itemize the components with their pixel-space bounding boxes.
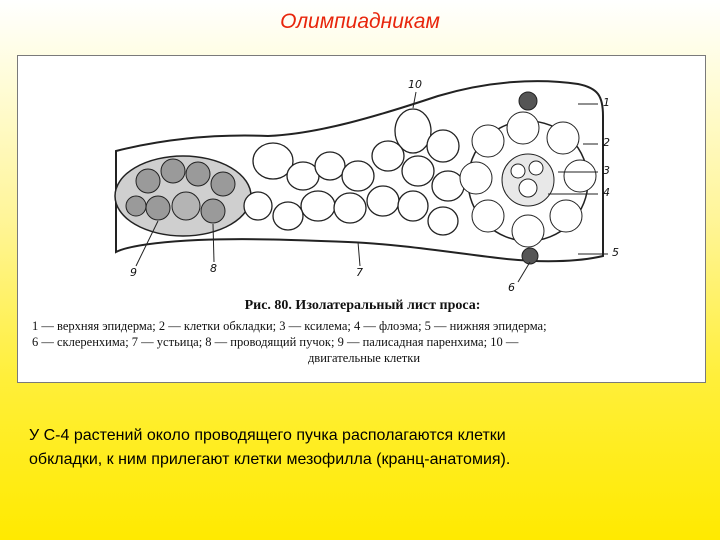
label-2: 2 [603, 136, 610, 149]
label-9: 9 [130, 266, 137, 279]
label-10: 10 [408, 78, 422, 91]
figure-legend-line: 6 — склеренхима; 7 — устьица; 8 — проводящий пучок; 9 — палисадная паренхима; 10 — [32, 335, 519, 349]
palisade-parenchyma-region [115, 156, 251, 236]
slide-caption [29, 424, 669, 472]
figure-legend [32, 318, 696, 366]
slide-title: Олимпиадникам [280, 10, 440, 33]
caption-line: обкладки, к ним прилегают клетки мезофилла (кранц-анатомия). [29, 451, 511, 468]
figure-title: Рис. 80. Изолатеральный лист проса: [244, 298, 481, 313]
label-3: 3 [603, 164, 610, 177]
label-7: 7 [356, 266, 363, 279]
figure-legend-line: двигательные клетки [307, 351, 421, 365]
caption-line: У С-4 растений около проводящего пучка располагаются клетки [29, 427, 506, 444]
label-4: 4 [603, 186, 610, 199]
label-1: 1 [603, 96, 610, 109]
figure-legend-line: 1 — верхняя эпидерма; 2 — клетки обкладки; 3 — ксилема; 4 — флоэма; 5 — нижняя эпидерма; [32, 319, 547, 333]
label-5: 5 [612, 246, 619, 259]
label-6: 6 [508, 281, 515, 294]
figure-frame [17, 55, 706, 383]
label-8: 8 [210, 262, 217, 275]
